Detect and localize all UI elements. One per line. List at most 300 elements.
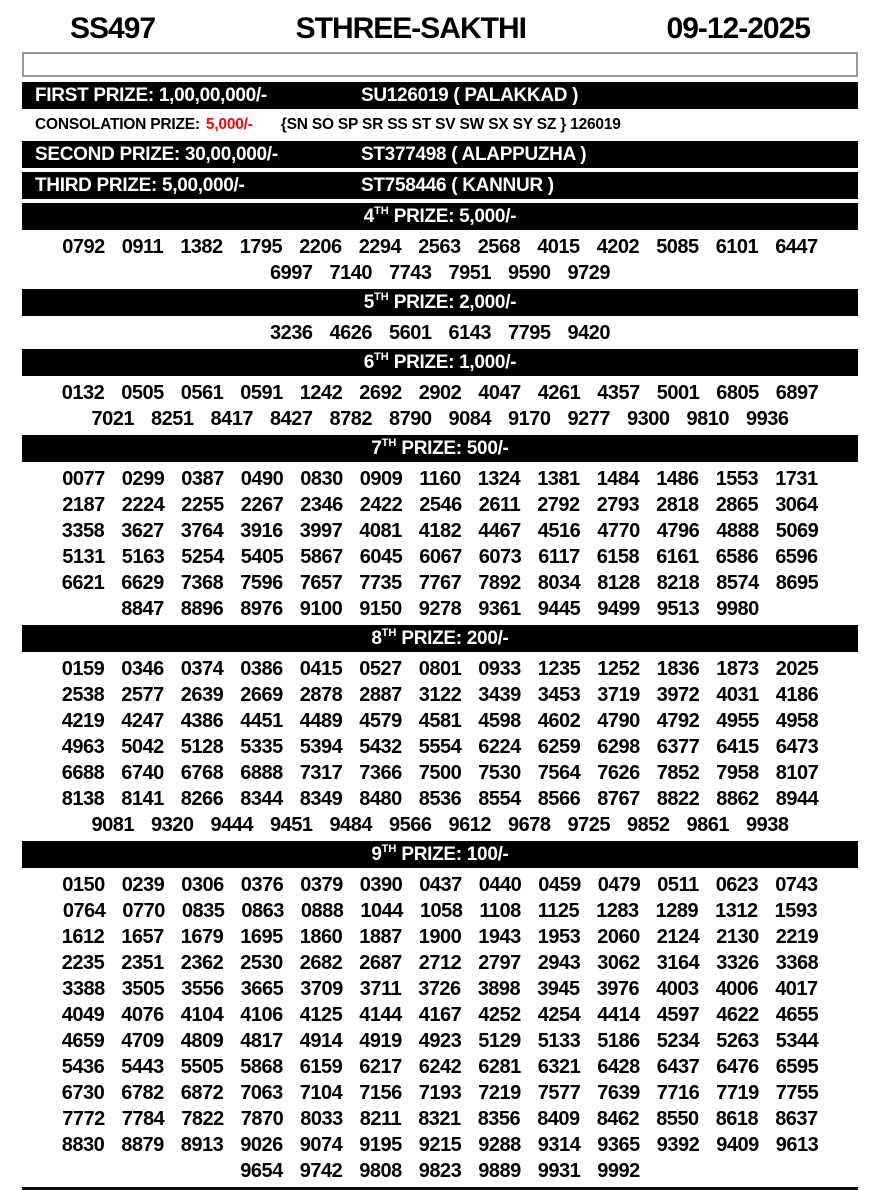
winning-number: 4047 xyxy=(478,381,521,404)
winning-number: 7104 xyxy=(299,1081,343,1104)
winning-number: 8790 xyxy=(389,407,432,430)
winning-number: 8427 xyxy=(270,407,313,430)
winning-number: 3326 xyxy=(716,951,759,974)
number-row xyxy=(22,1158,858,1184)
tier-ordinal-suffix: TH xyxy=(374,290,389,303)
winning-number: 0505 xyxy=(121,381,164,404)
winning-number: 4357 xyxy=(597,381,640,404)
winning-number: 8879 xyxy=(121,1133,164,1156)
number-row xyxy=(22,950,858,976)
winning-number: 0933 xyxy=(478,657,521,680)
winning-number: 8321 xyxy=(418,1107,461,1130)
number-row xyxy=(22,924,858,950)
winning-number: 7156 xyxy=(359,1081,402,1104)
winning-number: 6782 xyxy=(121,1081,164,1104)
tier-ordinal: 5 xyxy=(363,291,375,313)
winning-number: 4790 xyxy=(597,709,640,732)
winning-number: 7021 xyxy=(91,407,134,430)
winning-number: 2538 xyxy=(61,683,105,706)
winning-number: 7719 xyxy=(716,1081,759,1104)
winning-number: 2130 xyxy=(716,925,759,948)
winning-number: 9420 xyxy=(567,321,610,344)
winning-number: 5394 xyxy=(299,735,343,758)
winning-number: 6805 xyxy=(716,381,759,404)
winning-number: 7626 xyxy=(597,761,640,784)
winning-number: 4817 xyxy=(240,1029,283,1052)
winning-number: 4247 xyxy=(121,709,164,732)
winning-number: 0527 xyxy=(359,657,402,680)
tier-title: PRIZE: 200/- xyxy=(396,627,509,649)
winning-number: 2255 xyxy=(181,493,224,516)
number-row xyxy=(22,682,858,708)
winning-number: 7530 xyxy=(478,761,521,784)
winning-number: 4104 xyxy=(180,1003,224,1026)
winning-number: 5868 xyxy=(240,1055,283,1078)
winning-number: 1108 xyxy=(479,899,521,922)
winning-number: 5601 xyxy=(389,321,432,344)
winning-number: 4770 xyxy=(597,519,640,542)
winning-number: 9278 xyxy=(418,597,462,620)
winning-number: 4049 xyxy=(61,1003,105,1026)
consolation-label: CONSOLATION PRIZE: xyxy=(35,116,200,133)
winning-number: 0239 xyxy=(121,873,165,896)
winning-number: 2669 xyxy=(240,683,283,706)
winning-number: 4914 xyxy=(299,1029,343,1052)
prize-tier-6th xyxy=(22,349,858,432)
prize-tier-4th-header xyxy=(22,203,858,230)
winning-number: 3556 xyxy=(181,977,224,1000)
winning-number: 8211 xyxy=(359,1107,402,1130)
winning-number: 8944 xyxy=(775,787,819,810)
winning-number: 9409 xyxy=(716,1133,759,1156)
winning-number: 6415 xyxy=(716,735,759,758)
winning-number: 4709 xyxy=(121,1029,164,1052)
winning-number: 4516 xyxy=(537,519,581,542)
winning-number: 8574 xyxy=(716,571,759,594)
prize-tier-5th-header xyxy=(22,289,858,316)
winning-number: 6897 xyxy=(775,381,819,404)
winning-number: 7366 xyxy=(359,761,402,784)
winning-number: 7193 xyxy=(418,1081,462,1104)
winning-number: 1312 xyxy=(715,899,758,922)
winning-number: 7596 xyxy=(240,571,283,594)
winning-number: 6067 xyxy=(419,545,462,568)
winning-number: 2546 xyxy=(419,493,462,516)
winning-number: 2267 xyxy=(240,493,284,516)
winning-number: 0888 xyxy=(300,899,344,922)
winning-number: 9445 xyxy=(537,597,581,620)
winning-number: 1235 xyxy=(537,657,581,680)
winning-number: 0159 xyxy=(61,657,105,680)
winning-number: 5254 xyxy=(181,545,224,568)
winning-number: 4655 xyxy=(775,1003,819,1026)
winning-number: 9084 xyxy=(448,407,491,430)
winning-number: 1553 xyxy=(715,467,759,490)
winning-number: 8266 xyxy=(180,787,224,810)
number-row xyxy=(22,734,858,760)
prize-tiers xyxy=(22,203,858,1184)
winning-number: 2865 xyxy=(715,493,759,516)
winning-number: 1324 xyxy=(477,467,521,490)
winning-number: 8138 xyxy=(61,787,105,810)
winning-number: 7852 xyxy=(656,761,700,784)
winning-number: 6888 xyxy=(240,761,283,784)
winning-number: 6476 xyxy=(716,1055,759,1078)
winning-number: 7870 xyxy=(240,1107,284,1130)
winning-number: 3064 xyxy=(775,493,818,516)
consolation-row xyxy=(22,113,858,137)
winning-number: 5554 xyxy=(418,735,462,758)
winning-number: 6872 xyxy=(180,1081,224,1104)
number-row xyxy=(22,786,858,812)
tier-ordinal: 8 xyxy=(371,627,382,649)
winning-number: 3916 xyxy=(240,519,283,542)
winning-number: 5133 xyxy=(537,1029,581,1052)
winning-number: 5405 xyxy=(240,545,284,568)
winning-number: 6161 xyxy=(656,545,699,568)
winning-number: 7140 xyxy=(329,261,372,284)
winning-number: 2797 xyxy=(478,951,521,974)
prize-tier-4th xyxy=(22,203,858,286)
winning-number: 5344 xyxy=(775,1029,819,1052)
winning-number: 9931 xyxy=(537,1159,581,1182)
winning-number: 9742 xyxy=(299,1159,343,1182)
winning-number: 9288 xyxy=(478,1133,521,1156)
tier-title: PRIZE: 2,000/- xyxy=(388,291,517,313)
winning-number: 8536 xyxy=(418,787,462,810)
first-prize-bar xyxy=(22,82,858,109)
winning-number: 7772 xyxy=(62,1107,105,1130)
winning-number: 2563 xyxy=(418,235,461,258)
winning-number: 1593 xyxy=(774,899,818,922)
draw-code: SS497 xyxy=(70,12,156,45)
number-row xyxy=(22,596,858,622)
winning-number: 7951 xyxy=(448,261,491,284)
winning-number: 1289 xyxy=(655,899,699,922)
winning-number: 0743 xyxy=(775,873,818,896)
winning-number: 2351 xyxy=(121,951,164,974)
winning-number: 9810 xyxy=(686,407,729,430)
winning-number: 4963 xyxy=(61,735,105,758)
number-row xyxy=(22,760,858,786)
winning-number: 3439 xyxy=(478,683,521,706)
winning-number: 0909 xyxy=(359,467,403,490)
prize-tier-6th-header xyxy=(22,349,858,376)
winning-number: 9392 xyxy=(656,1133,700,1156)
first-prize-ticket: SU126019 ( PALAKKAD ) xyxy=(361,84,579,106)
winning-number: 6045 xyxy=(359,545,403,568)
winning-number: 6143 xyxy=(448,321,491,344)
header xyxy=(22,0,858,51)
winning-number: 5163 xyxy=(121,545,165,568)
winning-number: 9938 xyxy=(746,813,789,836)
winning-number: 1044 xyxy=(360,899,403,922)
winning-number: 9314 xyxy=(537,1133,581,1156)
winning-number: 2025 xyxy=(775,657,819,680)
winning-number: 9499 xyxy=(597,597,640,620)
winning-number: 4031 xyxy=(716,683,759,706)
winning-number: 9725 xyxy=(567,813,610,836)
winning-number: 9081 xyxy=(91,813,134,836)
winning-number: 1252 xyxy=(597,657,640,680)
winning-number: 1900 xyxy=(418,925,462,948)
winning-number: 2219 xyxy=(775,925,819,948)
winning-number: 9852 xyxy=(627,813,670,836)
winning-number: 7219 xyxy=(478,1081,521,1104)
winning-number: 9320 xyxy=(151,813,194,836)
winning-number: 4792 xyxy=(656,709,700,732)
winning-number: 5069 xyxy=(775,519,819,542)
winning-number: 3453 xyxy=(537,683,581,706)
winning-number: 9513 xyxy=(656,597,700,620)
winning-number: 3505 xyxy=(121,977,165,1000)
winning-number: 1484 xyxy=(596,467,640,490)
winning-number: 7767 xyxy=(418,571,462,594)
winning-number: 2878 xyxy=(299,683,343,706)
winning-number: 0770 xyxy=(122,899,165,922)
winning-number: 1695 xyxy=(240,925,283,948)
winning-number: 9613 xyxy=(775,1133,819,1156)
winning-number: 6730 xyxy=(61,1081,105,1104)
winning-number: 9823 xyxy=(418,1159,462,1182)
winning-number: 0437 xyxy=(419,873,462,896)
number-row xyxy=(22,872,858,898)
winning-number: 8618 xyxy=(715,1107,759,1130)
winning-number: 7577 xyxy=(537,1081,581,1104)
winning-number: 7755 xyxy=(775,1081,819,1104)
winning-number: 9936 xyxy=(746,407,789,430)
tier-ordinal-suffix: TH xyxy=(374,204,389,217)
winning-number: 3997 xyxy=(299,519,343,542)
winning-number: 1657 xyxy=(121,925,164,948)
number-row xyxy=(22,320,858,346)
winning-number: 7639 xyxy=(597,1081,640,1104)
winning-number: 9361 xyxy=(478,597,521,620)
winning-number: 6768 xyxy=(180,761,224,784)
winning-number: 3164 xyxy=(656,951,700,974)
winning-number: 1795 xyxy=(239,235,283,258)
winning-number: 1612 xyxy=(61,925,105,948)
winning-number: 9678 xyxy=(508,813,551,836)
winning-number: 5085 xyxy=(656,235,699,258)
number-row xyxy=(22,1054,858,1080)
winning-number: 6073 xyxy=(478,545,522,568)
number-row xyxy=(22,380,858,406)
winning-number: 5128 xyxy=(180,735,224,758)
winning-number: 8344 xyxy=(240,787,283,810)
winning-number: 6377 xyxy=(656,735,700,758)
winning-number: 8480 xyxy=(359,787,402,810)
winning-number: 0511 xyxy=(657,873,699,896)
winning-number: 9861 xyxy=(686,813,729,836)
number-row xyxy=(22,656,858,682)
winning-number: 6447 xyxy=(775,235,818,258)
winning-number: 0792 xyxy=(62,235,105,258)
winning-number: 3898 xyxy=(477,977,521,1000)
winning-number: 0374 xyxy=(180,657,224,680)
number-row xyxy=(22,570,858,596)
winning-number: 6217 xyxy=(359,1055,402,1078)
winning-number: 9654 xyxy=(240,1159,283,1182)
tier-title: PRIZE: 5,000/- xyxy=(388,205,517,227)
winning-number: 7743 xyxy=(389,261,432,284)
winning-number: 5131 xyxy=(62,545,105,568)
winning-number: 0863 xyxy=(241,899,284,922)
winning-number: 6321 xyxy=(537,1055,581,1078)
winning-number: 2793 xyxy=(596,493,640,516)
winning-number: 9889 xyxy=(478,1159,521,1182)
winning-number: 1943 xyxy=(478,925,521,948)
winning-number: 1836 xyxy=(656,657,700,680)
winning-number: 1382 xyxy=(180,235,223,258)
winning-number: 4602 xyxy=(537,709,581,732)
winning-number: 0299 xyxy=(121,467,165,490)
winning-number: 4955 xyxy=(716,709,759,732)
winning-number: 8695 xyxy=(775,571,819,594)
winning-number: 2187 xyxy=(62,493,105,516)
empty-box xyxy=(22,52,858,77)
winning-number: 1242 xyxy=(299,381,343,404)
winning-number: 1160 xyxy=(419,467,461,490)
number-row xyxy=(22,518,858,544)
winning-number: 4015 xyxy=(537,235,580,258)
winning-number: 9195 xyxy=(359,1133,402,1156)
winning-number: 9729 xyxy=(567,261,610,284)
second-prize-label: SECOND PRIZE: 30,00,000/- xyxy=(35,143,278,165)
winning-number: 8637 xyxy=(775,1107,818,1130)
winning-number: 0591 xyxy=(240,381,283,404)
winning-number: 2568 xyxy=(477,235,521,258)
number-row xyxy=(22,1002,858,1028)
winning-number: 1860 xyxy=(299,925,343,948)
winning-number: 9484 xyxy=(329,813,372,836)
winning-number: 1679 xyxy=(180,925,224,948)
winning-number: 7657 xyxy=(299,571,343,594)
winning-number: 0415 xyxy=(299,657,343,680)
tier-title: PRIZE: 500/- xyxy=(396,437,509,459)
winning-number: 4626 xyxy=(329,321,372,344)
winning-number: 2692 xyxy=(359,381,402,404)
winning-number: 2611 xyxy=(478,493,521,516)
winning-number: 4219 xyxy=(61,709,105,732)
winning-number: 4202 xyxy=(596,235,640,258)
winning-number: 6629 xyxy=(121,571,164,594)
winning-number: 9566 xyxy=(389,813,432,836)
winning-number: 6621 xyxy=(61,571,105,594)
tier-title: PRIZE: 1,000/- xyxy=(388,351,517,373)
winning-number: 4809 xyxy=(180,1029,224,1052)
winning-number: 4182 xyxy=(418,519,462,542)
second-prize-ticket: ST377498 ( ALAPPUZHA ) xyxy=(361,143,587,165)
tier-ordinal-suffix: TH xyxy=(381,842,397,855)
prize-tier-8th xyxy=(22,625,858,838)
number-row xyxy=(22,466,858,492)
first-prize-label: FIRST PRIZE: 1,00,00,000/- xyxy=(35,84,267,106)
winning-number: 4006 xyxy=(715,977,759,1000)
winning-number: 6158 xyxy=(596,545,640,568)
number-row xyxy=(22,544,858,570)
winning-number: 4144 xyxy=(359,1003,402,1026)
winning-number: 6298 xyxy=(597,735,640,758)
winning-number: 8034 xyxy=(537,571,581,594)
winning-number: 9074 xyxy=(299,1133,343,1156)
winning-number: 5505 xyxy=(180,1055,224,1078)
winning-number: 2294 xyxy=(358,235,402,258)
winning-number: 0479 xyxy=(597,873,641,896)
number-row xyxy=(22,898,858,924)
winning-number: 8822 xyxy=(656,787,700,810)
number-row xyxy=(22,708,858,734)
winning-number: 0490 xyxy=(240,467,284,490)
number-row xyxy=(22,234,858,260)
winning-number: 4076 xyxy=(121,1003,164,1026)
winning-number: 0440 xyxy=(478,873,522,896)
winning-number: 8896 xyxy=(180,597,224,620)
winning-number: 6595 xyxy=(775,1055,819,1078)
winning-number: 7784 xyxy=(121,1107,165,1130)
winning-number: 2887 xyxy=(359,683,402,706)
winning-number: 0132 xyxy=(61,381,105,404)
winning-number: 4923 xyxy=(418,1029,462,1052)
winning-number: 0150 xyxy=(62,873,105,896)
lottery-title: STHREE-SAKTHI xyxy=(295,12,526,45)
winning-number: 4581 xyxy=(418,709,462,732)
winning-number: 2124 xyxy=(656,925,700,948)
winning-number: 8141 xyxy=(121,787,164,810)
winning-number: 4106 xyxy=(240,1003,283,1026)
winning-number: 0386 xyxy=(240,657,283,680)
winning-number: 8107 xyxy=(775,761,819,784)
tier-ordinal-suffix: TH xyxy=(381,436,397,449)
winning-number: 6596 xyxy=(775,545,818,568)
winning-number: 2060 xyxy=(597,925,640,948)
winning-number: 0387 xyxy=(181,467,224,490)
number-row xyxy=(22,1132,858,1158)
winning-number: 7795 xyxy=(508,321,551,344)
prize-tier-8th-header xyxy=(22,625,858,652)
winning-number: 2346 xyxy=(300,493,343,516)
prize-tier-7th-header xyxy=(22,435,858,462)
winning-number: 4489 xyxy=(299,709,343,732)
winning-number: 2943 xyxy=(537,951,581,974)
winning-number: 3122 xyxy=(418,683,462,706)
winning-number: 4597 xyxy=(656,1003,700,1026)
winning-number: 8356 xyxy=(477,1107,521,1130)
winning-number: 4958 xyxy=(775,709,819,732)
winning-number: 8847 xyxy=(121,597,164,620)
winning-number: 9215 xyxy=(418,1133,462,1156)
winning-number: 5867 xyxy=(300,545,343,568)
winning-number: 3368 xyxy=(775,951,819,974)
consolation-amount: 5,000/- xyxy=(205,116,253,133)
winning-number: 0561 xyxy=(180,381,224,404)
winning-number: 7958 xyxy=(716,761,759,784)
winning-number: 4386 xyxy=(180,709,224,732)
winning-number: 2902 xyxy=(418,381,462,404)
winning-number: 8913 xyxy=(180,1133,224,1156)
prize-tier-5th xyxy=(22,289,858,346)
winning-number: 8767 xyxy=(597,787,640,810)
winning-number: 6437 xyxy=(656,1055,700,1078)
winning-number: 7368 xyxy=(180,571,224,594)
winning-number: 7317 xyxy=(299,761,343,784)
prize-tier-9th-header xyxy=(22,841,858,868)
winning-number: 5335 xyxy=(240,735,283,758)
winning-number: 1486 xyxy=(656,467,699,490)
winning-number: 4261 xyxy=(537,381,581,404)
winning-number: 7735 xyxy=(359,571,402,594)
winning-number: 8409 xyxy=(537,1107,580,1130)
